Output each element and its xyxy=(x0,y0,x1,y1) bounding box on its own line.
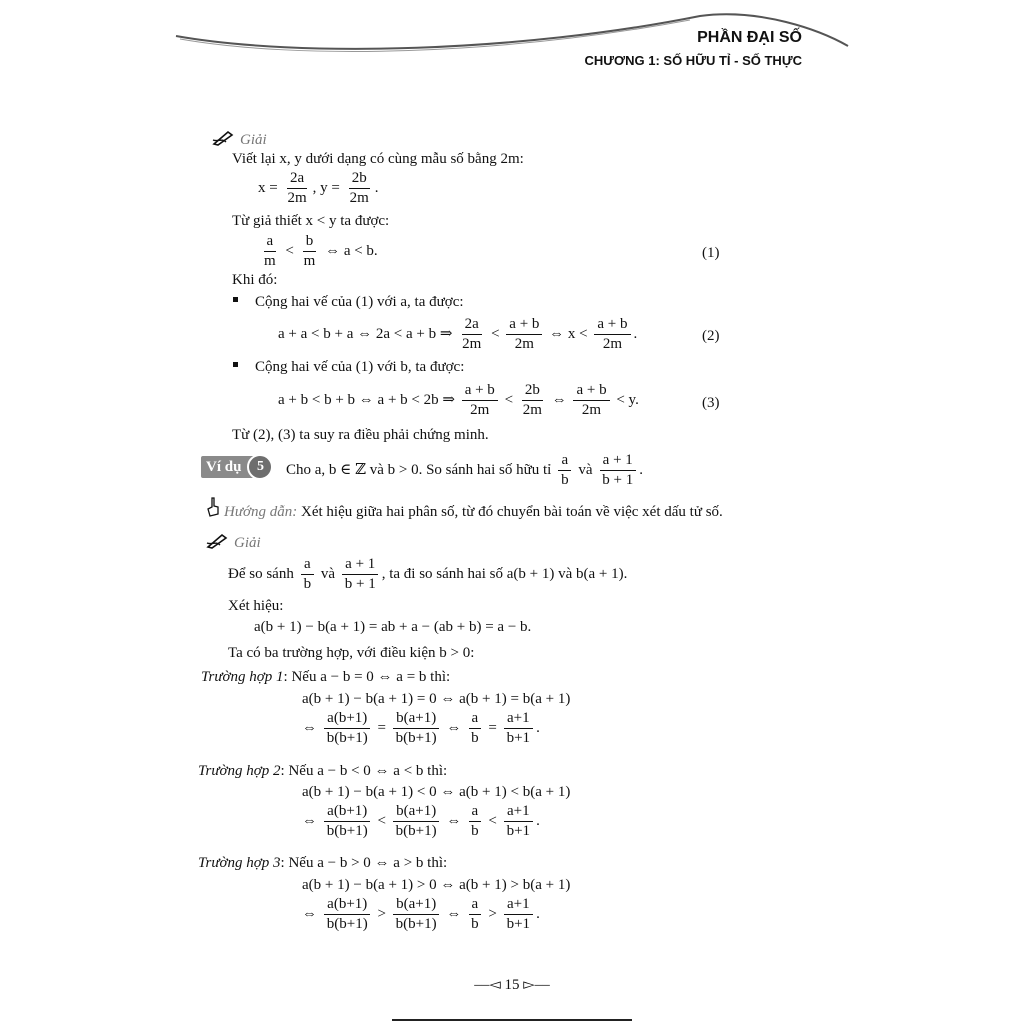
case-1-condition: Trường hợp 1: Nếu a − b = 0 ⇔ a = b thì: xyxy=(201,669,451,685)
case-2-condition: Trường hợp 2: Nếu a − b < 0 ⇔ a < b thì: xyxy=(198,763,448,779)
example-badge xyxy=(201,456,273,478)
bullet xyxy=(233,297,238,302)
equation-number-1: (1) xyxy=(702,245,720,261)
page-number: ––◅ 15 ▻–– xyxy=(474,977,550,993)
case-3-equation: a(b + 1) − b(a + 1) > 0 ⇔ a(b + 1) > b(a + 1) xyxy=(302,877,571,893)
solution2-line2: Xét hiệu: xyxy=(228,598,284,614)
pencil-icon xyxy=(212,130,234,146)
solution2-line1: Để so sánh $\frac{a}{b}$ và $\frac{a + 1}{b + 1}$ , ta đi so sánh hai số a(b + 1) và b(a + 1). xyxy=(228,556,628,592)
solution1-line1: Viết lại x, y dưới dạng có cùng mẫu số bằng 2m: xyxy=(232,151,524,167)
equation-2: a + a < b + a ⇔ 2a < a + b ⇒ $\frac{2a}{2m}$ < $\frac{a + b}{2m}$ ⇔ x < $\frac{a + b}{2m}$ . xyxy=(278,316,638,352)
equation-3: a + b < b + b ⇔ a + b < 2b ⇒ $\frac{a + b}{2m}$ < $\frac{2b}{2m}$ ⇔ $\frac{a + b}{2m}$ < y. xyxy=(278,382,639,418)
bottom-divider xyxy=(392,1019,632,1021)
bullet xyxy=(233,362,238,367)
solution2-line4: Ta có ba trường hợp, với điều kiện b > 0: xyxy=(228,645,475,661)
case-1-fraction-chain: ⇔ $\frac{a(b+1)}{b(b+1)}$ = $\frac{b(a+1)}{b(b+1)}$ ⇔ $\frac{a}{b}$ = $\frac{a+1}{b+1}$ . xyxy=(302,710,540,746)
case-3-condition: Trường hợp 3: Nếu a − b > 0 ⇔ a > b thì: xyxy=(198,855,448,871)
solution1-line3: Khi đó: xyxy=(232,272,278,288)
solution-label: Giải xyxy=(240,132,267,148)
hint xyxy=(224,503,723,521)
case-1-equation: a(b + 1) − b(a + 1) = 0 ⇔ a(b + 1) = b(a + 1) xyxy=(302,691,571,707)
equation-xy: x = $\frac{2a}{2m}$ , y = $\frac{2b}{2m}$ . xyxy=(258,170,379,206)
solution2-line3: a(b + 1) − b(a + 1) = ab + a − (ab + b) = a − b. xyxy=(254,619,532,635)
header-chapter-title: CHƯƠNG 1: SỐ HỮU TỈ - SỐ THỰC xyxy=(584,53,802,68)
equation-number-3: (3) xyxy=(702,395,720,411)
header-swoosh xyxy=(0,0,1024,80)
equation-1: $\frac{a}{m}$ < $\frac{b}{m}$ ⇔ a < b. xyxy=(264,233,378,269)
hint-text: Xét hiệu giữa hai phân số, từ đó chuyển bài toán về việc xét dấu tử số. xyxy=(301,504,723,520)
example5-statement: Cho a, b ∈ ℤ và b > 0. So sánh hai số hữu tỉ $\frac{a}{b}$ và $\frac{a + 1}{b + 1}$ . xyxy=(286,452,643,488)
solution1-line2: Từ giả thiết x < y ta được: xyxy=(232,213,390,229)
case-2-equation: a(b + 1) − b(a + 1) < 0 ⇔ a(b + 1) < b(a + 1) xyxy=(302,784,571,800)
example-badge-label: Ví dụ xyxy=(201,456,261,478)
header-part-title: PHẦN ĐẠI SỐ xyxy=(697,29,802,46)
pencil-icon xyxy=(205,533,229,549)
example-badge-number: 5 xyxy=(247,454,273,480)
case-2-fraction-chain: ⇔ $\frac{a(b+1)}{b(b+1)}$ < $\frac{b(a+1)}{b(b+1)}$ ⇔ $\frac{a}{b}$ < $\frac{a+1}{b+1}$ . xyxy=(302,803,540,839)
hint-label: Hướng dẫn: xyxy=(224,504,298,520)
case-3-fraction-chain: ⇔ $\frac{a(b+1)}{b(b+1)}$ > $\frac{b(a+1)}{b(b+1)}$ ⇔ $\frac{a}{b}$ > $\frac{a+1}{b+1}$ . xyxy=(302,896,540,932)
equation-number-2: (2) xyxy=(702,328,720,344)
pointing-hand-icon xyxy=(206,497,220,517)
solution-label: Giải xyxy=(234,535,261,551)
bullet-item-2: Cộng hai vế của (1) với b, ta được: xyxy=(255,359,465,375)
solution1-conclusion: Từ (2), (3) ta suy ra điều phải chứng minh. xyxy=(232,427,489,443)
bullet-item-1: Cộng hai vế của (1) với a, ta được: xyxy=(255,294,464,310)
